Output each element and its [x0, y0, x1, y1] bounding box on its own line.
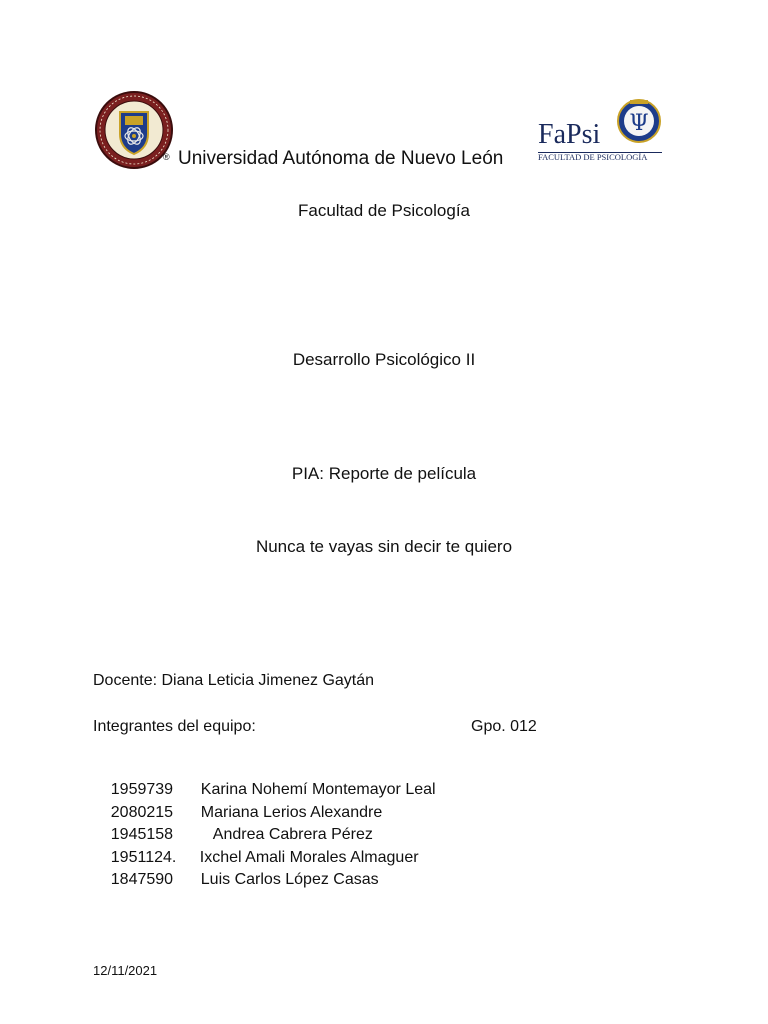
team-label: Integrantes del equipo:: [93, 718, 256, 735]
fapsi-brand: FaPsi: [538, 119, 601, 150]
member-name: Andrea Cabrera Pérez: [212, 826, 373, 843]
document-date: 12/11/2021: [93, 963, 158, 978]
uanl-logo: [94, 90, 174, 170]
member-name: Mariana Lerios Alexandre: [200, 804, 383, 821]
faculty-title: Facultad de Psicología: [298, 201, 470, 220]
group-number: Gpo. 012: [471, 718, 537, 735]
member-row: [93, 853, 379, 907]
member-name: Luis Carlos López Casas: [200, 871, 379, 888]
member-id: 1951124.: [110, 849, 177, 866]
member-id: 1847590: [110, 871, 174, 888]
teacher-line: Docente: Diana Leticia Jimenez Gaytán: [93, 672, 375, 689]
fapsi-subtitle: FACULTAD DE PSICOLOGÍA: [538, 152, 648, 162]
member-id: 1959739: [110, 781, 174, 798]
member-name: Karina Nohemí Montemayor Leal: [200, 781, 436, 798]
registered-mark: ®: [163, 152, 170, 162]
member-id: 1945158: [110, 826, 174, 843]
member-id: 2080215: [110, 804, 174, 821]
uanl-seal-icon: [94, 90, 174, 170]
movie-title: Nunca te vayas sin decir te quiero: [255, 537, 513, 556]
university-name: Universidad Autónoma de Nuevo León: [178, 148, 504, 169]
member-name: Ixchel Amali Morales Almaguer: [199, 849, 419, 866]
course-title: Desarrollo Psicológico II: [292, 350, 476, 369]
fapsi-logo: [538, 97, 664, 163]
svg-text:Ψ: Ψ: [629, 111, 649, 136]
assignment-title: PIA: Reporte de película: [291, 464, 477, 483]
psi-shield-icon: [616, 97, 662, 147]
